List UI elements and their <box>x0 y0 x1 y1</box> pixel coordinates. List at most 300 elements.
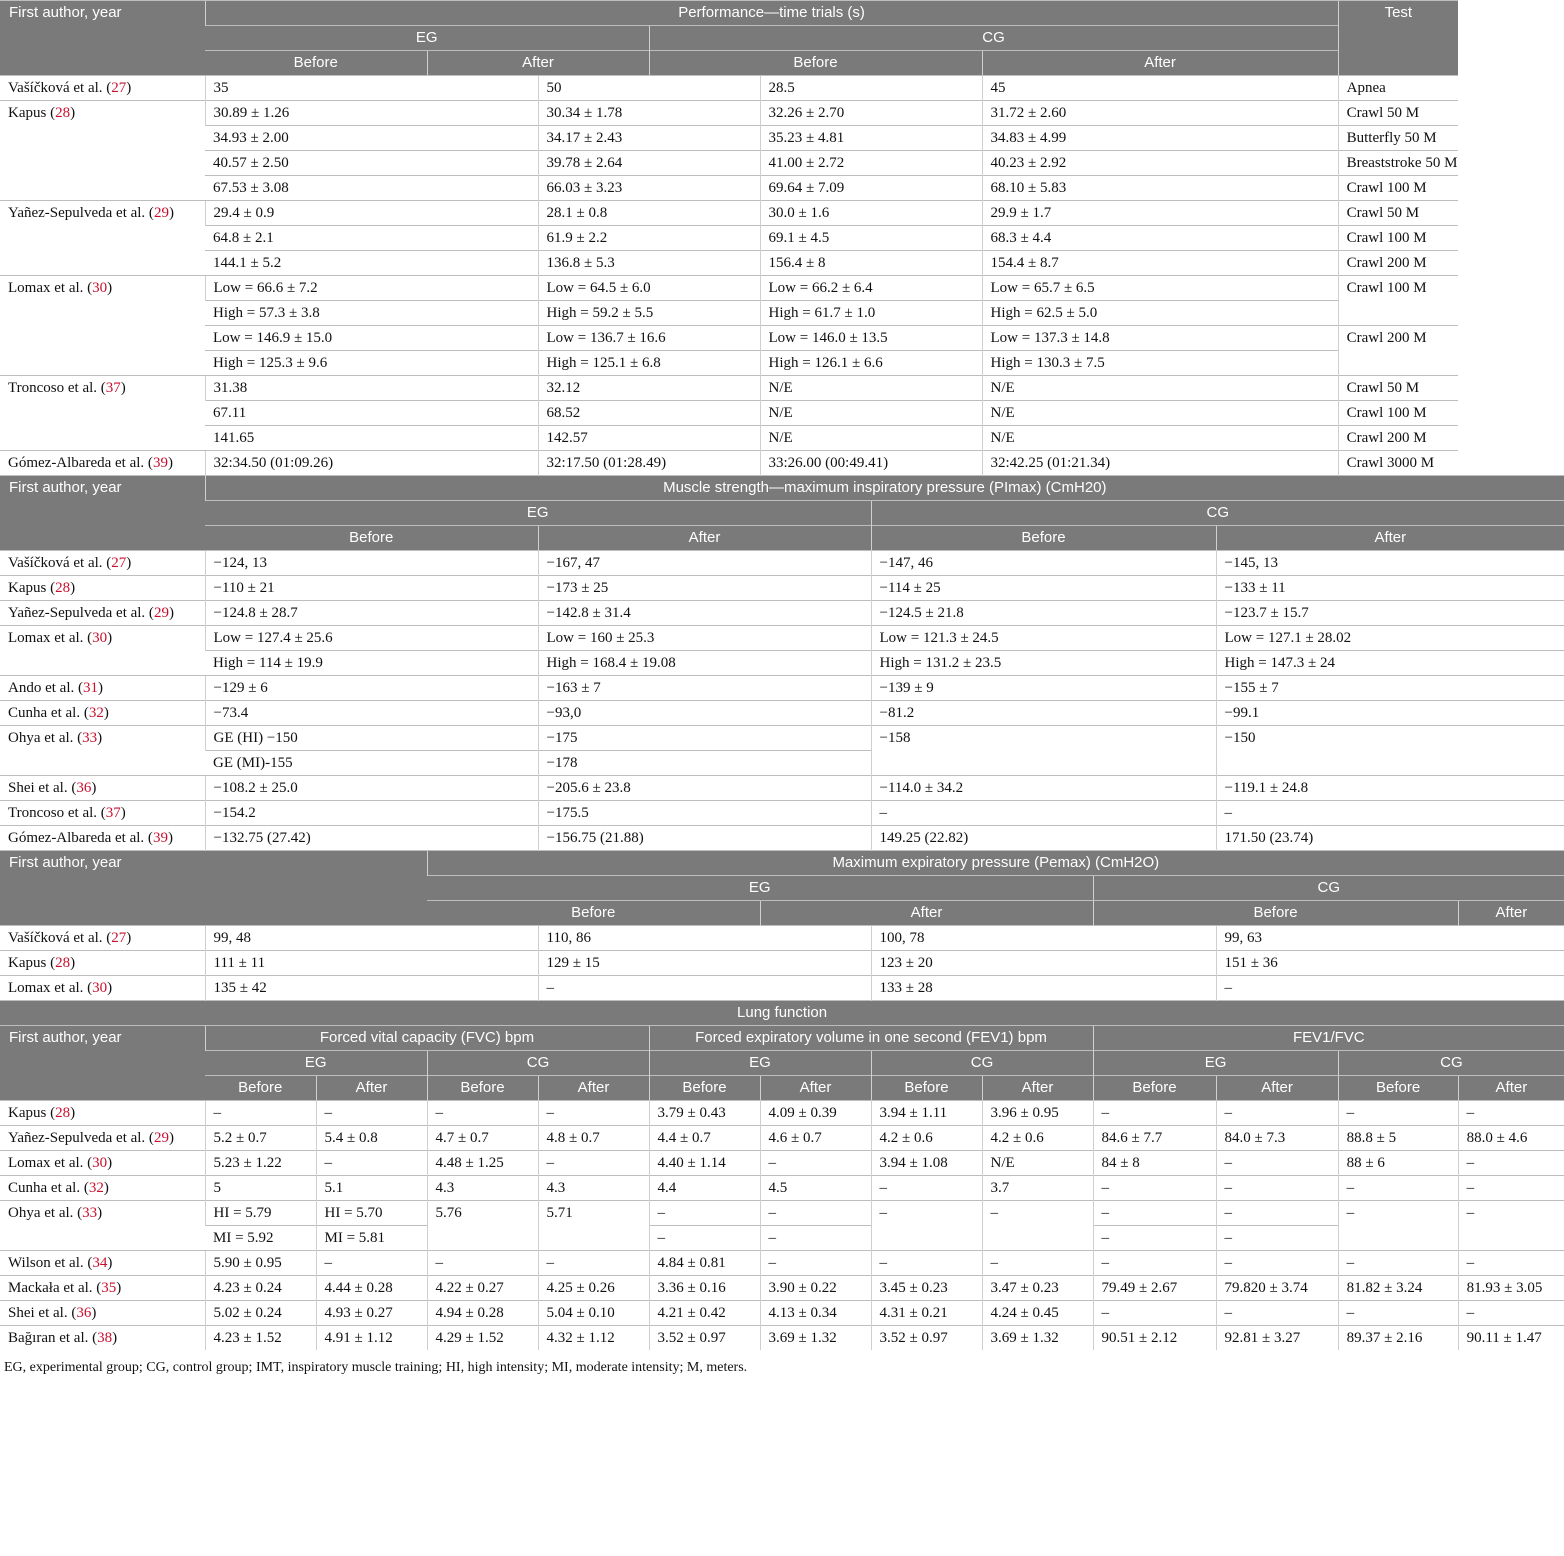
table-cell: −73.4 <box>205 701 538 726</box>
reference-link[interactable]: 30 <box>92 980 108 996</box>
author-cell <box>0 1251 205 1276</box>
author-close-paren: ) <box>103 1180 109 1196</box>
table-row <box>0 1151 1564 1176</box>
table-row <box>0 351 1564 376</box>
author-name: Ohya et al. ( <box>8 730 83 746</box>
table-cell: Low = 65.7 ± 6.5 <box>982 276 1338 301</box>
table-row <box>0 326 1564 351</box>
table-cell: −93,0 <box>538 701 871 726</box>
table-cell: 110, 86 <box>538 926 871 951</box>
section-title-pimax: Muscle strength—maximum inspiratory pressure (PImax) (CmH20) <box>205 476 1564 501</box>
author-close-paren: ) <box>107 630 113 646</box>
table-cell: 156.4 ± 8 <box>760 251 982 276</box>
table-cell: −129 ± 6 <box>205 676 538 701</box>
table-cell: – <box>538 1101 649 1126</box>
table-cell: Low = 160 ± 25.3 <box>538 626 871 651</box>
table-cell: 88.0 ± 4.6 <box>1458 1126 1564 1151</box>
table-cell: 99, 63 <box>1216 926 1564 951</box>
table-cell: Low = 66.2 ± 6.4 <box>760 276 982 301</box>
table-cell: −114 ± 25 <box>871 576 1216 601</box>
test-cell: Crawl 200 M <box>1338 326 1458 376</box>
table-cell: 135 ± 42 <box>205 976 538 1001</box>
table-cell: – <box>427 1101 538 1126</box>
author-close-paren: ) <box>107 980 113 996</box>
table-row <box>0 576 1564 601</box>
table-cell: −108.2 ± 25.0 <box>205 776 538 801</box>
author-name: Yañez-Sepulveda et al. ( <box>8 605 154 621</box>
group-header-cg: CG <box>871 1051 1093 1076</box>
table-cell: 5.04 ± 0.10 <box>538 1301 649 1326</box>
table-cell: 68.52 <box>538 401 760 426</box>
table-row <box>0 776 1564 801</box>
table-row <box>0 376 1564 401</box>
table-cell: 4.29 ± 1.52 <box>427 1326 538 1351</box>
table-cell: −114.0 ± 34.2 <box>871 776 1216 801</box>
table-row <box>0 276 1564 301</box>
table-cell: 79.820 ± 3.74 <box>1216 1276 1338 1301</box>
reference-link[interactable]: 35 <box>101 1280 117 1296</box>
table-cell: 3.52 ± 0.97 <box>649 1326 760 1351</box>
table-cell: −145, 13 <box>1216 551 1564 576</box>
author-name: Yañez-Sepulveda et al. ( <box>8 205 154 221</box>
reference-link[interactable]: 36 <box>76 1305 92 1321</box>
table-cell: – <box>1216 1101 1338 1126</box>
author-close-paren: ) <box>70 105 76 121</box>
reference-link[interactable]: 36 <box>76 780 92 796</box>
table-cell: 5.71 <box>538 1201 649 1251</box>
table-cell: 5.1 <box>316 1176 427 1201</box>
table-cell: 84 ± 8 <box>1093 1151 1216 1176</box>
table-cell: −155 ± 7 <box>1216 676 1564 701</box>
table-cell: 4.48 ± 1.25 <box>427 1151 538 1176</box>
table-cell: 4.32 ± 1.12 <box>538 1326 649 1351</box>
table-cell: – <box>1216 1226 1338 1251</box>
author-cell <box>0 376 205 451</box>
subheader-before: Before <box>1338 1076 1458 1101</box>
section-title-performance: Performance—time trials (s) <box>205 1 1338 26</box>
author-close-paren: ) <box>168 205 174 221</box>
table-cell: 142.57 <box>538 426 760 451</box>
table-cell: −175.5 <box>538 801 871 826</box>
table-cell: 68.3 ± 4.4 <box>982 226 1338 251</box>
table-cell: −119.1 ± 24.8 <box>1216 776 1564 801</box>
subheader-after: After <box>427 51 649 76</box>
author-close-paren: ) <box>97 730 103 746</box>
author-close-paren: ) <box>167 455 173 471</box>
group-header-cg: CG <box>427 1051 649 1076</box>
table-cell: 4.4 <box>649 1176 760 1201</box>
test-cell: Crawl 50 M <box>1338 376 1458 401</box>
reference-link[interactable]: 28 <box>55 955 71 971</box>
author-close-paren: ) <box>97 680 103 696</box>
table-cell: 90.51 ± 2.12 <box>1093 1326 1216 1351</box>
author-cell <box>0 1176 205 1201</box>
table-cell: 39.78 ± 2.64 <box>538 151 760 176</box>
author-cell <box>0 726 205 776</box>
table-cell: −133 ± 11 <box>1216 576 1564 601</box>
table-cell: 141.65 <box>205 426 538 451</box>
author-cell <box>0 776 205 801</box>
test-cell: Apnea <box>1338 76 1458 101</box>
table-cell: 32:42.25 (01:21.34) <box>982 451 1338 476</box>
table-cell: – <box>205 1101 316 1126</box>
table-cell: −123.7 ± 15.7 <box>1216 601 1564 626</box>
reference-link[interactable]: 28 <box>55 1105 71 1121</box>
table-cell: 68.10 ± 5.83 <box>982 176 1338 201</box>
table-row <box>0 701 1564 726</box>
table-cell: 4.94 ± 0.28 <box>427 1301 538 1326</box>
author-cell <box>0 1101 205 1126</box>
author-name: Cunha et al. ( <box>8 705 89 721</box>
reference-link[interactable]: 27 <box>111 930 127 946</box>
subheader-after: After <box>316 1076 427 1101</box>
author-close-paren: ) <box>91 1305 97 1321</box>
table-row <box>0 601 1564 626</box>
column-header-author: First author, year <box>0 1 205 76</box>
table-cell: – <box>760 1251 871 1276</box>
author-close-paren: ) <box>91 780 97 796</box>
table-cell: – <box>1458 1301 1564 1326</box>
table-cell: Low = 64.5 ± 6.0 <box>538 276 760 301</box>
group-header-cg: CG <box>649 26 1338 51</box>
table-cell: – <box>1458 1151 1564 1176</box>
table-cell: 84.0 ± 7.3 <box>1216 1126 1338 1151</box>
table-cell: 4.8 ± 0.7 <box>538 1126 649 1151</box>
table-cell: – <box>1338 1301 1458 1326</box>
table-cell: – <box>1458 1176 1564 1201</box>
author-cell <box>0 976 205 1001</box>
author-close-paren: ) <box>107 280 113 296</box>
author-cell <box>0 601 205 626</box>
author-name: Lomax et al. ( <box>8 980 93 996</box>
author-cell <box>0 201 205 276</box>
table-cell: 4.2 ± 0.6 <box>871 1126 982 1151</box>
table-cell: – <box>1216 1176 1338 1201</box>
table-cell: 4.44 ± 0.28 <box>316 1276 427 1301</box>
subheader-before: Before <box>1093 901 1458 926</box>
table-cell: 28.5 <box>760 76 982 101</box>
test-cell: Crawl 50 M <box>1338 201 1458 226</box>
table-cell: 4.3 <box>538 1176 649 1201</box>
subheader-before: Before <box>1093 1076 1216 1101</box>
table-cell: – <box>760 1201 871 1226</box>
table-cell: 4.31 ± 0.21 <box>871 1301 982 1326</box>
table-cell: −99.1 <box>1216 701 1564 726</box>
subheader-after: After <box>1216 1076 1338 1101</box>
author-cell <box>0 826 205 851</box>
table-cell: – <box>1093 1301 1216 1326</box>
column-header-author: First author, year <box>0 476 205 551</box>
author-cell <box>0 101 205 201</box>
table-cell: 45 <box>982 76 1338 101</box>
author-close-paren: ) <box>107 1155 113 1171</box>
subheader-before: Before <box>649 51 982 76</box>
group-header-eg: EG <box>205 1051 427 1076</box>
table-cell: 3.36 ± 0.16 <box>649 1276 760 1301</box>
table-row <box>0 551 1564 576</box>
table-cell: 4.24 ± 0.45 <box>982 1301 1093 1326</box>
test-cell: Crawl 100 M <box>1338 176 1458 201</box>
author-name: Vašíčková et al. ( <box>8 555 112 571</box>
reference-link[interactable]: 32 <box>88 705 104 721</box>
table-cell: Low = 136.7 ± 16.6 <box>538 326 760 351</box>
subheader-after: After <box>982 1076 1093 1101</box>
table-cell: 3.96 ± 0.95 <box>982 1101 1093 1126</box>
table-row <box>0 651 1564 676</box>
table-cell: – <box>982 1251 1093 1276</box>
table-cell: 4.3 <box>427 1176 538 1201</box>
table-cell: – <box>538 1251 649 1276</box>
test-cell: Crawl 100 M <box>1338 276 1458 326</box>
footnote: EG, experimental group; CG, control group; IMT, inspiratory muscle training; HI, high intensity; MI, moderate intensity; M, meters. <box>4 1360 748 1375</box>
table-cell: 144.1 ± 5.2 <box>205 251 538 276</box>
reference-link[interactable]: 30 <box>92 1155 108 1171</box>
table-cell: N/E <box>982 376 1338 401</box>
table-cell: 31.72 ± 2.60 <box>982 101 1338 126</box>
reference-link[interactable]: 30 <box>92 280 108 296</box>
group-header-cg: CG <box>1093 876 1564 901</box>
author-cell <box>0 951 205 976</box>
reference-link[interactable]: 30 <box>92 630 108 646</box>
table-cell: −175 <box>538 726 871 751</box>
column-header-test: Test <box>1338 1 1458 76</box>
table-cell: – <box>1338 1251 1458 1276</box>
reference-link[interactable]: 34 <box>92 1255 108 1271</box>
table-cell: – <box>982 1201 1093 1251</box>
reference-link[interactable]: 33 <box>82 730 98 746</box>
table-cell: High = 125.3 ± 9.6 <box>205 351 538 376</box>
reference-link[interactable]: 37 <box>105 380 121 396</box>
table-row <box>0 251 1564 276</box>
table-cell: – <box>871 1176 982 1201</box>
table-cell: 4.91 ± 1.12 <box>316 1326 427 1351</box>
table-cell: −154.2 <box>205 801 538 826</box>
column-header-author: First author, year <box>0 1026 205 1101</box>
table-row <box>0 76 1564 101</box>
subheader-after: After <box>982 51 1338 76</box>
author-close-paren: ) <box>126 930 132 946</box>
table-cell: 4.7 ± 0.7 <box>427 1126 538 1151</box>
table-cell: 3.79 ± 0.43 <box>649 1101 760 1126</box>
table-cell: – <box>1093 1201 1216 1226</box>
table-cell: – <box>1338 1201 1458 1251</box>
table-cell: – <box>1093 1101 1216 1126</box>
reference-link[interactable]: 29 <box>153 1130 169 1146</box>
table-row <box>0 676 1564 701</box>
table-cell: −156.75 (21.88) <box>538 826 871 851</box>
author-name: Troncoso et al. ( <box>8 380 106 396</box>
author-name: Shei et al. ( <box>8 780 77 796</box>
table-cell: 50 <box>538 76 760 101</box>
table-cell: 133 ± 28 <box>871 976 1216 1001</box>
author-name: Shei et al. ( <box>8 1305 77 1321</box>
table-cell: – <box>649 1201 760 1226</box>
table-cell: 4.23 ± 0.24 <box>205 1276 316 1301</box>
author-name: Vašíčková et al. ( <box>8 930 112 946</box>
table-cell: 136.8 ± 5.3 <box>538 251 760 276</box>
author-close-paren: ) <box>126 555 132 571</box>
table-cell: 41.00 ± 2.72 <box>760 151 982 176</box>
table-cell: – <box>316 1251 427 1276</box>
table-cell: – <box>760 1151 871 1176</box>
table-cell: 4.6 ± 0.7 <box>760 1126 871 1151</box>
table-cell: 111 ± 11 <box>205 951 538 976</box>
table-row <box>0 1326 1564 1351</box>
table-cell: 88.8 ± 5 <box>1338 1126 1458 1151</box>
subheader-after: After <box>1458 901 1564 926</box>
author-cell <box>0 1126 205 1151</box>
subheader-before: Before <box>427 1076 538 1101</box>
column-header-author: First author, year <box>0 851 427 926</box>
author-name: Lomax et al. ( <box>8 1155 93 1171</box>
table-cell: 4.09 ± 0.39 <box>760 1101 871 1126</box>
reference-link[interactable]: 28 <box>55 105 71 121</box>
reference-link[interactable]: 27 <box>111 555 127 571</box>
table-cell: 100, 78 <box>871 926 1216 951</box>
reference-link[interactable]: 38 <box>97 1330 113 1346</box>
author-close-paren: ) <box>120 380 126 396</box>
author-cell <box>0 701 205 726</box>
table-cell: 90.11 ± 1.47 <box>1458 1326 1564 1351</box>
table-cell: – <box>538 976 871 1001</box>
table-cell: N/E <box>982 426 1338 451</box>
table-cell: GE (HI) −150 <box>205 726 538 751</box>
table-row <box>0 826 1564 851</box>
table-cell: 4.22 ± 0.27 <box>427 1276 538 1301</box>
subheader-before: Before <box>205 1076 316 1101</box>
group-header-eg: EG <box>205 501 871 526</box>
table-cell: – <box>1093 1251 1216 1276</box>
author-cell <box>0 1201 205 1251</box>
table-cell: – <box>1338 1176 1458 1201</box>
reference-link[interactable]: 27 <box>111 80 127 96</box>
table-cell: – <box>316 1101 427 1126</box>
table-cell: 92.81 ± 3.27 <box>1216 1326 1338 1351</box>
author-close-paren: ) <box>107 1255 113 1271</box>
table-cell: −142.8 ± 31.4 <box>538 601 871 626</box>
table-cell: Low = 146.0 ± 13.5 <box>760 326 982 351</box>
subheader-before: Before <box>871 1076 982 1101</box>
table-cell: 35 <box>205 76 538 101</box>
author-cell <box>0 1276 205 1301</box>
author-close-paren: ) <box>70 955 76 971</box>
author-close-paren: ) <box>167 830 173 846</box>
author-cell <box>0 1301 205 1326</box>
table-cell: 3.52 ± 0.97 <box>871 1326 982 1351</box>
table-row <box>0 126 1564 151</box>
author-cell <box>0 1326 205 1351</box>
reference-link[interactable]: 29 <box>153 605 169 621</box>
reference-link[interactable]: 32 <box>88 1180 104 1196</box>
author-cell <box>0 551 205 576</box>
author-name: Lomax et al. ( <box>8 280 93 296</box>
table-cell: 32:34.50 (01:09.26) <box>205 451 538 476</box>
table-cell: 67.11 <box>205 401 538 426</box>
table-cell: 89.37 ± 2.16 <box>1338 1326 1458 1351</box>
table-cell: 123 ± 20 <box>871 951 1216 976</box>
author-cell <box>0 676 205 701</box>
table-cell: N/E <box>982 401 1338 426</box>
table-row <box>0 1101 1564 1126</box>
table-row <box>0 151 1564 176</box>
table-cell: 3.94 ± 1.08 <box>871 1151 982 1176</box>
author-name: Gómez-Albareda et al. ( <box>8 455 153 471</box>
table-cell: 5.4 ± 0.8 <box>316 1126 427 1151</box>
table-cell: Low = 66.6 ± 7.2 <box>205 276 538 301</box>
table-row <box>0 226 1564 251</box>
table-cell: −81.2 <box>871 701 1216 726</box>
reference-link[interactable]: 37 <box>105 805 121 821</box>
table-cell: −178 <box>538 751 871 776</box>
table-cell: High = 130.3 ± 7.5 <box>982 351 1338 376</box>
group-header-eg: EG <box>205 26 649 51</box>
table-cell: −124.5 ± 21.8 <box>871 601 1216 626</box>
table-cell: High = 131.2 ± 23.5 <box>871 651 1216 676</box>
table-cell: – <box>538 1151 649 1176</box>
author-name: Kapus ( <box>8 1105 56 1121</box>
table-cell: 40.57 ± 2.50 <box>205 151 538 176</box>
reference-link[interactable]: 29 <box>153 205 169 221</box>
table-cell: 151 ± 36 <box>1216 951 1564 976</box>
author-name: Kapus ( <box>8 955 56 971</box>
table-cell: High = 62.5 ± 5.0 <box>982 301 1338 326</box>
table-cell: 40.23 ± 2.92 <box>982 151 1338 176</box>
table-cell: – <box>1216 1151 1338 1176</box>
author-name: Yañez-Sepulveda et al. ( <box>8 1130 154 1146</box>
table-cell: Low = 137.3 ± 14.8 <box>982 326 1338 351</box>
table-cell: – <box>871 1201 982 1251</box>
reference-link[interactable]: 39 <box>152 830 168 846</box>
table-cell: – <box>1216 1251 1338 1276</box>
table-cell: 34.83 ± 4.99 <box>982 126 1338 151</box>
table-cell: −132.75 (27.42) <box>205 826 538 851</box>
table-cell: 149.25 (22.82) <box>871 826 1216 851</box>
group-header-eg: EG <box>427 876 1093 901</box>
table-cell: −124, 13 <box>205 551 538 576</box>
test-cell: Breaststroke 50 M <box>1338 151 1458 176</box>
table-cell: 32.12 <box>538 376 760 401</box>
table-cell: −158 <box>871 726 1216 776</box>
author-cell <box>0 576 205 601</box>
reference-link[interactable]: 28 <box>55 580 71 596</box>
table-cell: High = 114 ± 19.9 <box>205 651 538 676</box>
author-close-paren: ) <box>116 1280 122 1296</box>
author-cell <box>0 76 205 101</box>
table-cell: 29.4 ± 0.9 <box>205 201 538 226</box>
table-cell: N/E <box>760 426 982 451</box>
table-cell: 3.69 ± 1.32 <box>982 1326 1093 1351</box>
reference-link[interactable]: 31 <box>82 680 98 696</box>
table-cell: 32:17.50 (01:28.49) <box>538 451 760 476</box>
author-name: Mackała et al. ( <box>8 1280 102 1296</box>
test-cell: Crawl 100 M <box>1338 226 1458 251</box>
author-name: Kapus ( <box>8 105 56 121</box>
reference-link[interactable]: 39 <box>152 455 168 471</box>
table-cell: 4.25 ± 0.26 <box>538 1276 649 1301</box>
table-cell: – <box>871 801 1216 826</box>
table-cell: – <box>1458 1251 1564 1276</box>
table-cell: 4.23 ± 1.52 <box>205 1326 316 1351</box>
author-name: Wilson et al. ( <box>8 1255 93 1271</box>
table-cell: 4.13 ± 0.34 <box>760 1301 871 1326</box>
table-cell: −110 ± 21 <box>205 576 538 601</box>
table-cell: 84.6 ± 7.7 <box>1093 1126 1216 1151</box>
table-cell: – <box>760 1226 871 1251</box>
reference-link[interactable]: 33 <box>82 1205 98 1221</box>
group-header-fev1-fvc: FEV1/FVC <box>1093 1026 1564 1051</box>
table-cell: 3.94 ± 1.11 <box>871 1101 982 1126</box>
group-header-cg: CG <box>871 501 1564 526</box>
